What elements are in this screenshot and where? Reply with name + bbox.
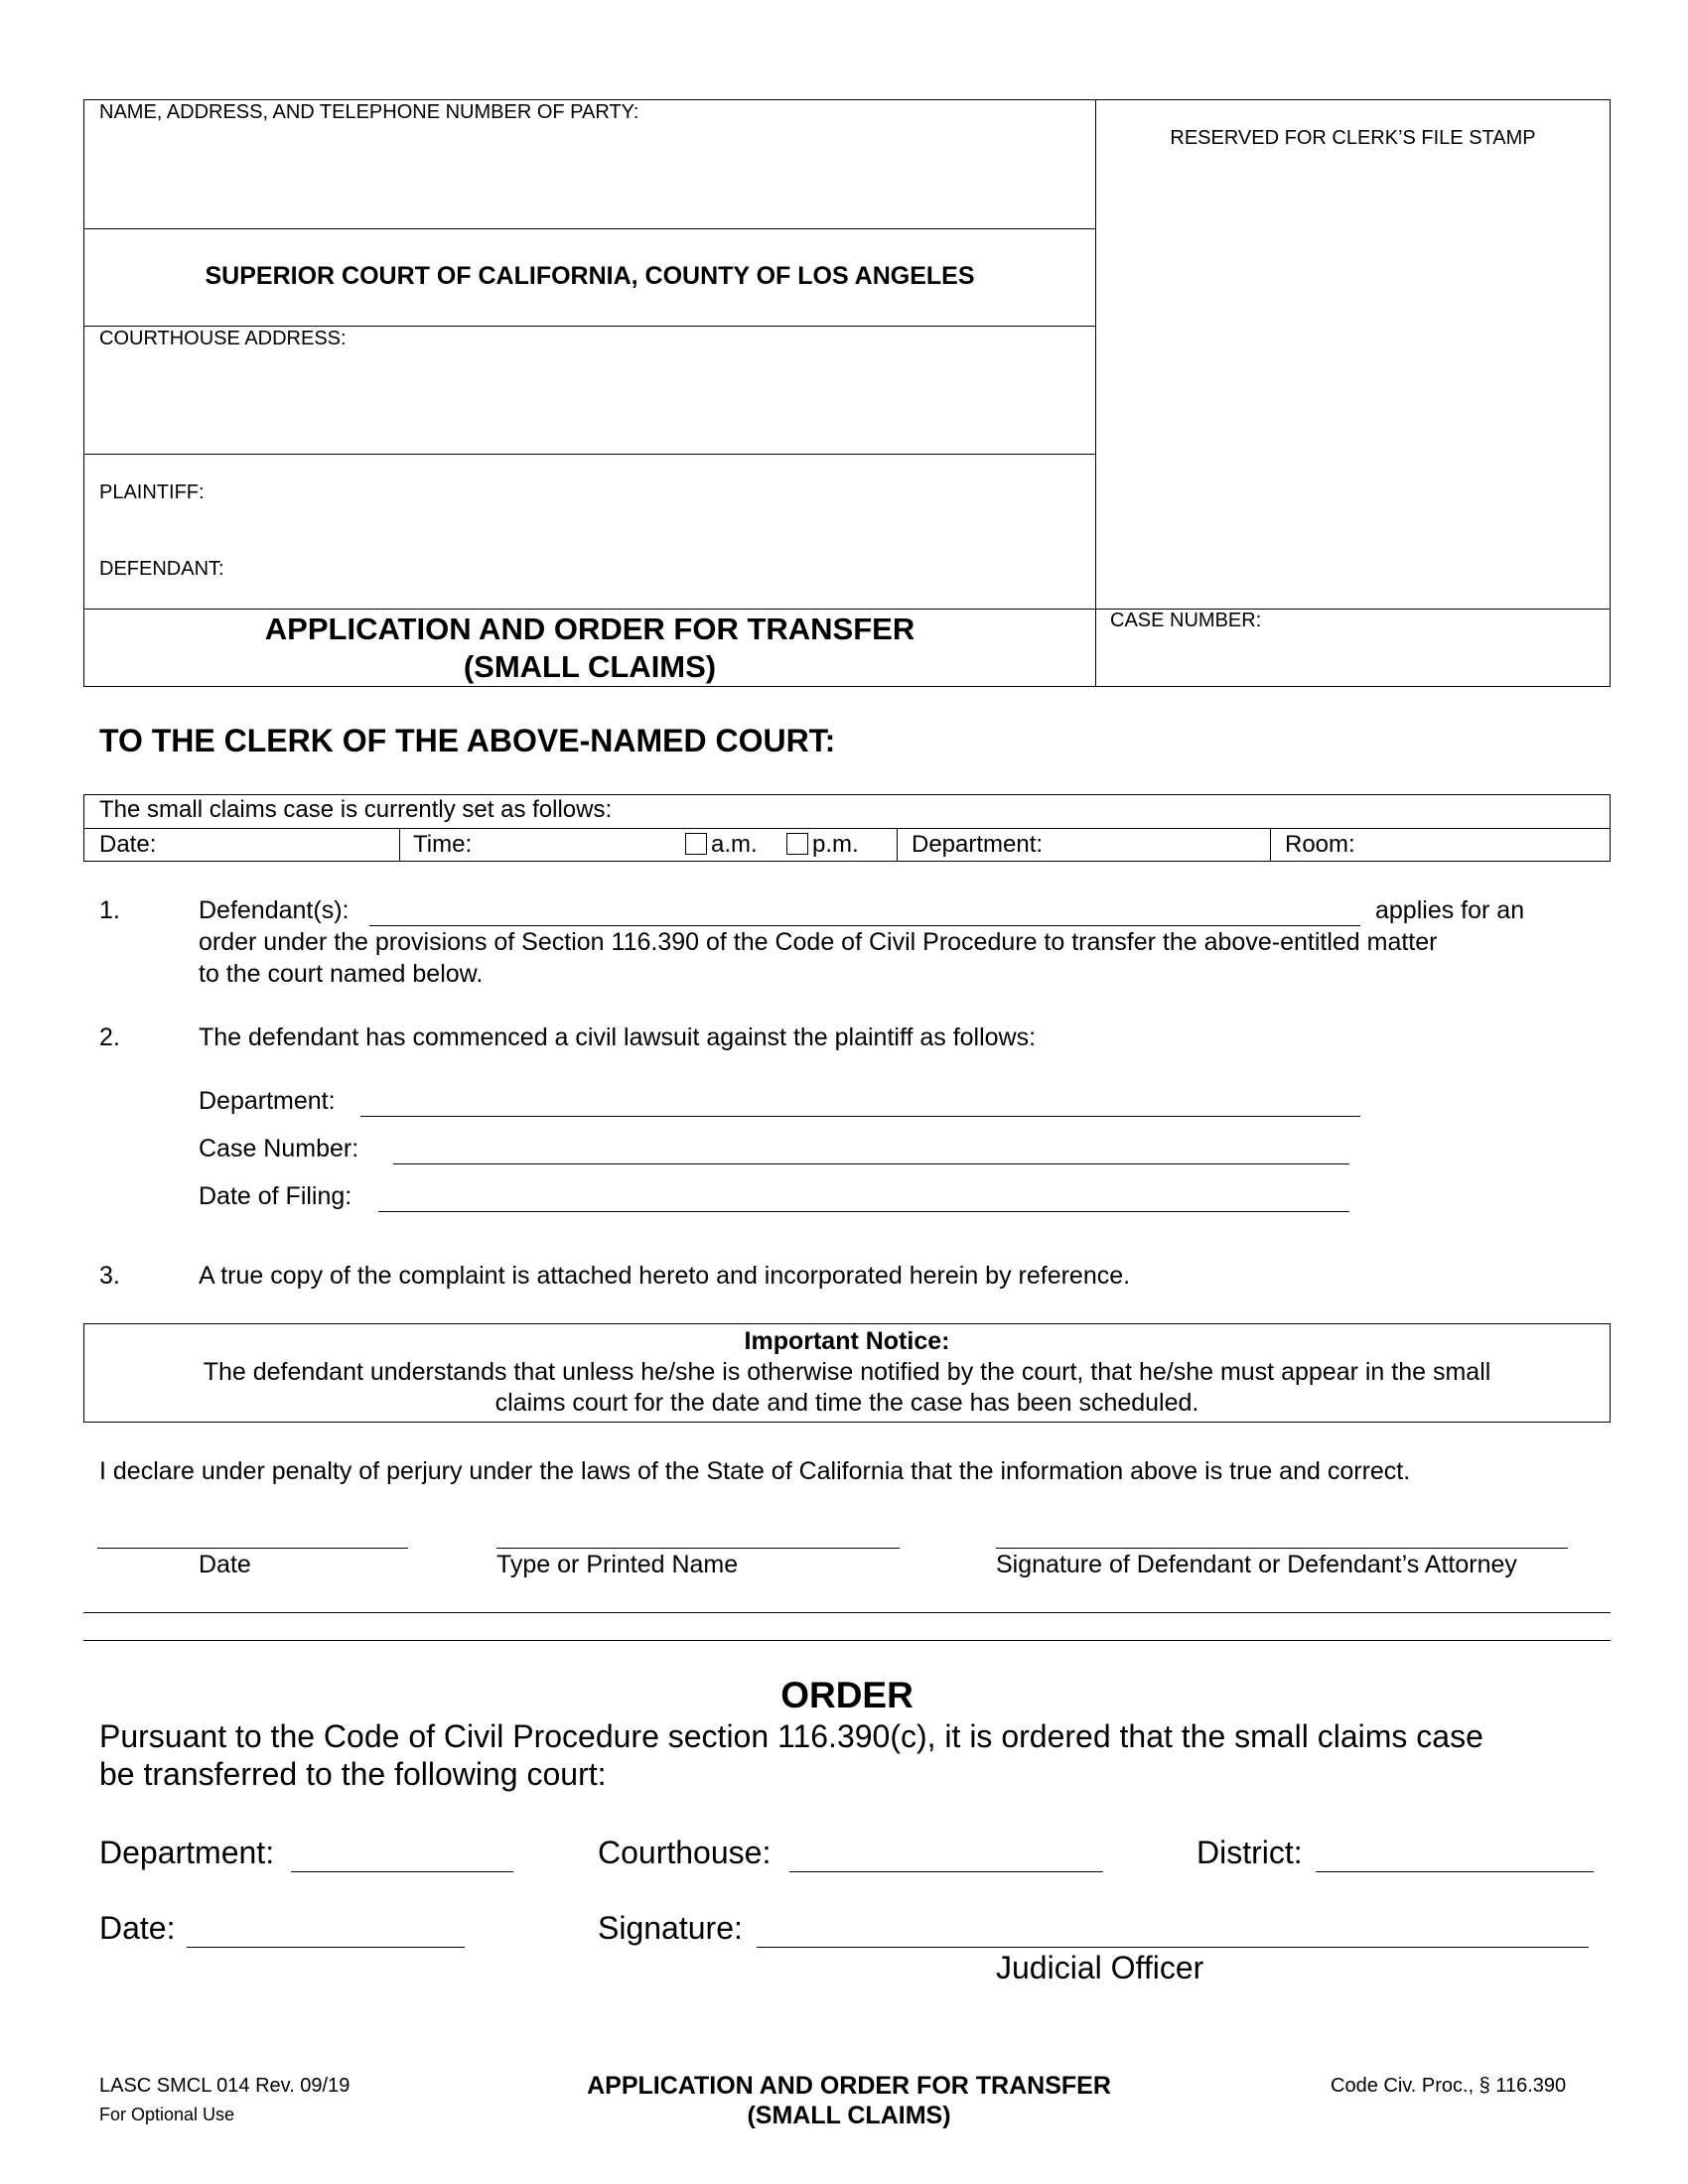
case-number-label: CASE NUMBER:	[1110, 610, 1262, 631]
order-date-label: Date:	[99, 1910, 176, 1946]
date-signature-line[interactable]	[97, 1548, 408, 1549]
order-courthouse-label: Courthouse:	[598, 1835, 772, 1870]
caption-box	[83, 99, 1611, 687]
caption-divider-vertical	[1095, 99, 1096, 687]
item-2-case-number-field[interactable]	[393, 1163, 1349, 1164]
courthouse-address-label: COURTHOUSE ADDRESS:	[99, 328, 347, 349]
to-clerk-heading: TO THE CLERK OF THE ABOVE-NAMED COURT:	[99, 723, 836, 758]
schedule-col-1	[399, 828, 400, 862]
schedule-time-label: Time:	[413, 831, 473, 858]
notice-line-2: claims court for the date and time the case has been scheduled.	[494, 1389, 1199, 1417]
schedule-room-label: Room:	[1285, 831, 1355, 858]
footer-form-id: LASC SMCL 014 Rev. 09/19	[99, 2075, 351, 2097]
item-2-number: 2.	[99, 1024, 120, 1051]
order-signature-field[interactable]	[757, 1947, 1589, 1948]
schedule-department-label: Department:	[912, 831, 1044, 858]
defendant-signature-line[interactable]	[996, 1548, 1568, 1549]
schedule-intro: The small claims case is currently set as follows:	[99, 796, 613, 823]
notice-line-1: The defendant understands that unless he/she is otherwise notified by the court, that he/she must appear in the small	[203, 1358, 1491, 1386]
item-3-text: A true copy of the complaint is attached hereto and incorporated herein by reference.	[199, 1262, 1131, 1290]
item-2-department-label: Department:	[199, 1087, 336, 1115]
footer-optional-use: For Optional Use	[99, 2105, 235, 2124]
item-2-case-number-label: Case Number:	[199, 1135, 359, 1162]
defendant-label: DEFENDANT:	[99, 558, 224, 580]
signature-caption: Signature of Defendant or Defendant’s Attorney	[996, 1551, 1517, 1578]
declaration-text: I declare under penalty of perjury under the laws of the State of California that the information above is true and correct.	[99, 1457, 1411, 1485]
item-1-line-2: order under the provisions of Section 116.390 of the Code of Civil Procedure to transfer the above-entitled matter	[199, 928, 1438, 956]
order-heading: ORDER	[780, 1675, 914, 1715]
item-2-department-field[interactable]	[360, 1116, 1360, 1117]
order-department-label: Department:	[99, 1835, 275, 1870]
item-3-number: 3.	[99, 1262, 120, 1290]
order-department-field[interactable]	[291, 1871, 513, 1872]
item-1-defendants-label: Defendant(s):	[199, 896, 350, 924]
order-date-field[interactable]	[187, 1947, 465, 1948]
form-title-line1: APPLICATION AND ORDER FOR TRANSFER	[264, 612, 915, 646]
party-label: NAME, ADDRESS, AND TELEPHONE NUMBER OF PARTY:	[99, 101, 639, 123]
am-checkbox[interactable]	[685, 833, 707, 855]
schedule-col-2	[897, 828, 898, 862]
schedule-col-3	[1270, 828, 1271, 862]
schedule-divider	[83, 828, 1611, 829]
notice-heading: Important Notice:	[744, 1327, 950, 1355]
item-1-line-3: to the court named below.	[199, 960, 484, 988]
footer-title-line1: APPLICATION AND ORDER FOR TRANSFER	[587, 2072, 1111, 2100]
printed-name-line[interactable]	[496, 1548, 900, 1549]
order-line-1: Pursuant to the Code of Civil Procedure section 116.390(c), it is ordered that the small claims case	[99, 1718, 1483, 1754]
date-caption: Date	[199, 1551, 251, 1578]
plaintiff-label: PLAINTIFF:	[99, 481, 205, 503]
pm-checkbox[interactable]	[786, 833, 808, 855]
clerk-stamp-label: RESERVED FOR CLERK’S FILE STAMP	[1170, 127, 1536, 149]
footer-code: Code Civ. Proc., § 116.390	[1331, 2075, 1567, 2097]
footer-title-line2: (SMALL CLAIMS)	[747, 2102, 951, 2129]
order-district-label: District:	[1196, 1835, 1303, 1870]
caption-divider-2	[83, 326, 1096, 327]
item-1-suffix: applies for an	[1375, 896, 1525, 924]
printed-name-caption: Type or Printed Name	[496, 1551, 739, 1578]
item-2-date-filing-field[interactable]	[378, 1211, 1349, 1212]
item-2-date-filing-label: Date of Filing:	[199, 1182, 352, 1210]
form-title-line2: (SMALL CLAIMS)	[463, 649, 717, 684]
am-option[interactable]	[685, 831, 758, 859]
separator-line-2	[83, 1640, 1611, 1641]
judicial-officer-caption: Judicial Officer	[996, 1950, 1204, 1985]
pm-label: p.m.	[812, 831, 859, 858]
order-district-field[interactable]	[1316, 1871, 1594, 1872]
item-1-defendants-field[interactable]	[369, 925, 1360, 926]
order-courthouse-field[interactable]	[789, 1871, 1103, 1872]
caption-divider-1	[83, 228, 1096, 229]
caption-divider-3	[83, 454, 1096, 455]
caption-divider-4	[83, 609, 1611, 610]
order-line-2: be transferred to the following court:	[99, 1756, 607, 1792]
item-2-text: The defendant has commenced a civil lawsuit against the plaintiff as follows:	[199, 1024, 1037, 1051]
am-label: a.m.	[711, 831, 758, 858]
schedule-date-label: Date:	[99, 831, 157, 858]
order-signature-label: Signature:	[598, 1910, 743, 1946]
item-1-number: 1.	[99, 896, 120, 924]
court-name: SUPERIOR COURT OF CALIFORNIA, COUNTY OF LOS ANGELES	[205, 262, 975, 290]
pm-option[interactable]	[786, 831, 859, 859]
separator-line-1	[83, 1612, 1611, 1613]
